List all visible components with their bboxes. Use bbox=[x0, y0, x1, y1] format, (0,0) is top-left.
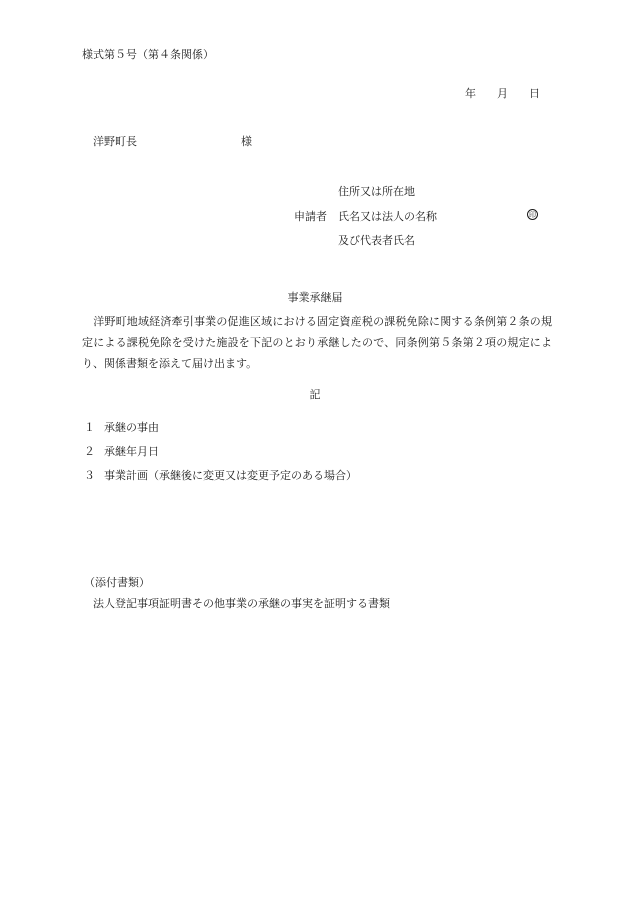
attachments-text: 法人登記事項証明書その他事業の承継の事実を証明する書類 bbox=[93, 597, 390, 610]
body-paragraph-text: 洋野町地域経済牽引事業の促進区域における固定資産税の課税免除に関する条例第２条の規定による課税免除を受けた施設を下記のとおり承継したので、同条例第５条第２項の規定により、関係書類を添えて届け出ます。 bbox=[82, 315, 552, 370]
list-item-number: ２ bbox=[84, 445, 95, 458]
applicant-name-label: 氏名又は法人の名称 bbox=[338, 210, 437, 223]
date-month-label: 月 bbox=[497, 87, 508, 100]
date-year-label: 年 bbox=[465, 87, 476, 100]
ki-heading: 記 bbox=[309, 388, 321, 401]
addressee-honorific: 様 bbox=[241, 135, 252, 148]
date-day-label: 日 bbox=[529, 87, 540, 100]
list-item-text: 事業計画（承継後に変更又は変更予定のある場合） bbox=[104, 469, 357, 482]
list-item-number: ３ bbox=[84, 469, 95, 482]
addressee-name: 洋野町長 bbox=[93, 135, 137, 148]
seal-mark: 印 bbox=[529, 211, 536, 219]
form-number: 様式第５号（第４条関係） bbox=[82, 48, 214, 61]
list-item-text: 承継年月日 bbox=[104, 445, 159, 458]
list-item-text: 承継の事由 bbox=[104, 421, 159, 434]
list-item-number: １ bbox=[84, 421, 95, 434]
attachments-heading: （添付書類） bbox=[84, 576, 150, 589]
applicant-rep-label: 及び代表者氏名 bbox=[338, 234, 415, 247]
body-paragraph bbox=[82, 311, 552, 374]
document-title: 事業承継届 bbox=[287, 291, 343, 304]
applicant-label: 申請者 bbox=[294, 210, 327, 223]
applicant-address-label: 住所又は所在地 bbox=[338, 185, 415, 198]
